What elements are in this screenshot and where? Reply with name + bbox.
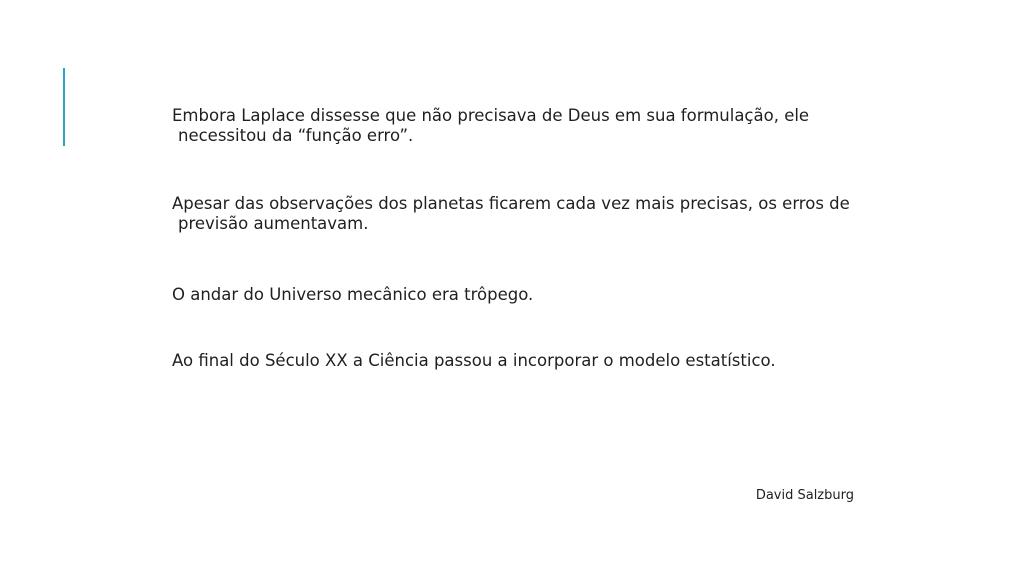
paragraph-laplace [172,106,809,146]
paragraph-line: O andar do Universo mecânico era trôpego. [172,285,534,304]
paragraph-planets [172,194,850,234]
paragraph-line: previsão aumentavam. [178,214,369,233]
accent-bar [63,68,65,146]
paragraph-statistics [172,351,776,371]
paragraph-line: Apesar das observações dos planetas ficarem cada vez mais precisas, os erros de [172,194,850,213]
paragraph-line: necessitou da “função erro”. [178,126,414,145]
paragraph-line: Embora Laplace dissesse que não precisava de Deus em sua formulação, ele [172,106,810,125]
paragraph-universe [172,285,533,305]
paragraph-line: Ao final do Século XX a Ciência passou a incorporar o modelo estatístico. [172,351,776,370]
author-attribution: David Salzburg [755,488,854,503]
